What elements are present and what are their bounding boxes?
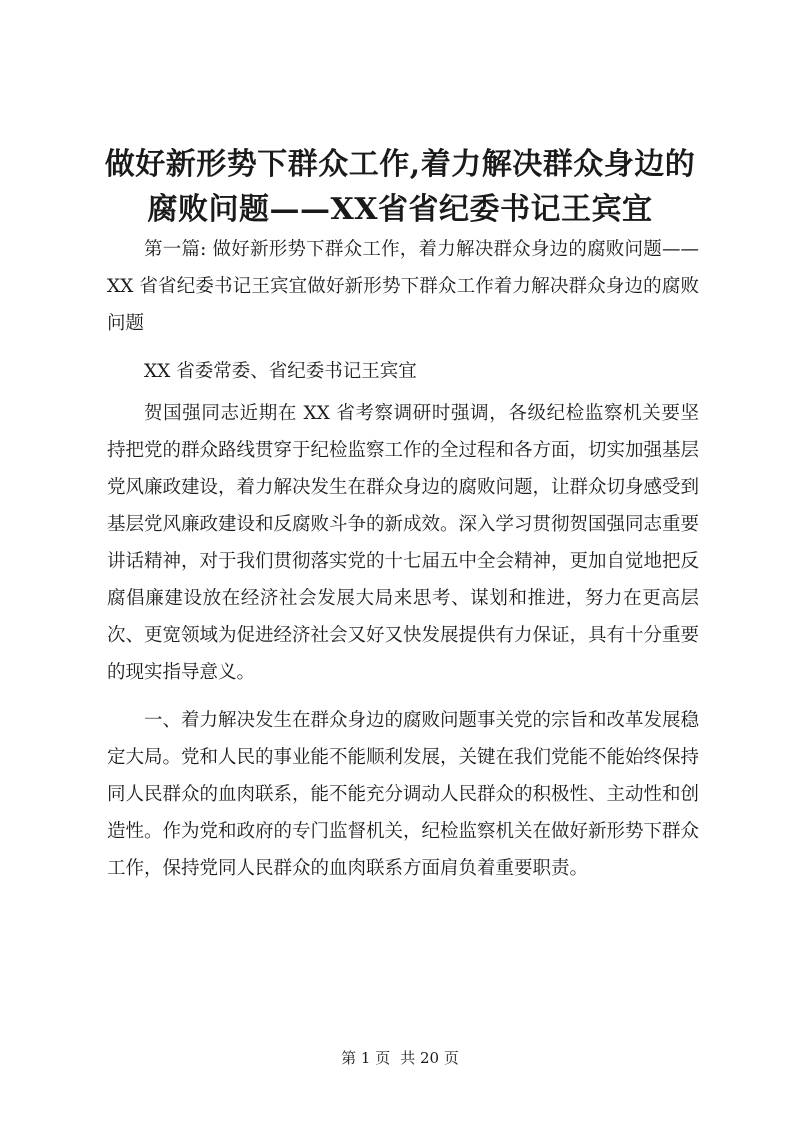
page-footer xyxy=(0,1048,800,1068)
page-total: 共 20 页 xyxy=(400,1049,459,1067)
paragraph-body-1: 贺国强同志近期在 XX 省考察调研时强调，各级纪检监察机关要坚持把党的群众路线贯穿于纪检监察工作的全过程和各方面，切实加强基层党风廉政建设，着力解决发生在群众身边的腐败问题，让群众切身感受到基层党风廉政建设和反腐败斗争的新成效。深入学习贯彻贺国强同志重要讲话精神，对于我们贯彻落实党的十七届五中全会精神，更加自觉地把反腐倡廉建设放在经济社会发展大局来思考、谋划和推进，努力在更高层次、更宽领域为促进经济社会又好又快发展提供有力保证，具有十分重要的现实指导意义。 xyxy=(107,403,700,683)
document-body xyxy=(107,231,699,898)
title-line-2: 腐败问题——XX省省纪委书记王宾宜 xyxy=(147,192,653,227)
paragraph-body-2: 一、着力解决发生在群众身边的腐败问题事关党的宗旨和改革发展稳定大局。党和人民的事业能不能顺利发展，关键在我们党能不能始终保持同人民群众的血肉联系，能不能充分调动人民群众的积极性、主动性和创造性。作为党和政府的专门监督机关，纪检监察机关在做好新形势下群众工作，保持党同人民群众的血肉联系方面肩负着重要职责。 xyxy=(107,710,700,879)
paragraph-author: XX 省委常委、省纪委书记王宾宜 xyxy=(144,361,417,382)
paragraph-intro: 第一篇: 做好新形势下群众工作，着力解决群众身边的腐败问题——XX 省省纪委书记王宾宜做好新形势下群众工作着力解决群众身边的腐败问题 xyxy=(107,239,699,334)
document-title xyxy=(60,142,740,232)
title-line-1: 做好新形势下群众工作,着力解决群众身边的 xyxy=(104,147,696,182)
page-number: 第 1 页 xyxy=(341,1049,391,1067)
